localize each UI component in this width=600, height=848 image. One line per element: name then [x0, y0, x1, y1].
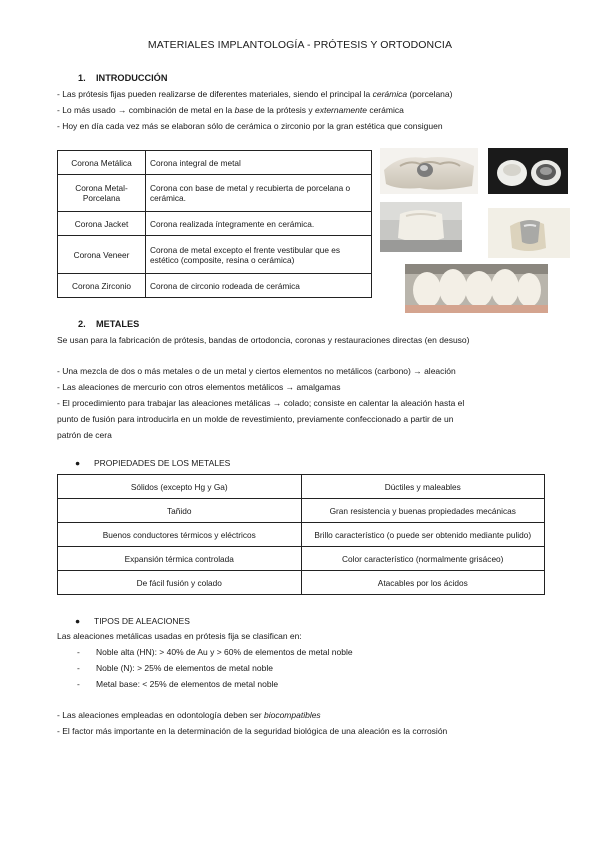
metales-line-1: Se usan para la fabricación de prótesis, bandas de ortodoncia, coronas y restauraciones directas (en desuso) [57, 335, 470, 345]
propiedad-cell: Brillo característico (o puede ser obtenido mediante pulido) [301, 523, 545, 547]
corona-desc: Corona integral de metal [146, 151, 372, 175]
intro-line-1: - Las prótesis fijas pueden realizarse de diferentes materiales, siendo el principal la cerámica (porcelana) [57, 89, 453, 99]
propiedad-cell: Tañido [58, 499, 302, 523]
table-row [58, 499, 545, 523]
list-item: - Noble (N): > 25% de elementos de metal noble [77, 663, 273, 673]
propiedad-cell: De fácil fusión y colado [58, 571, 302, 595]
intro-line-3: - Hoy en día cada vez más se elaboran sólo de cerámica o zirconio por la gran estética que consiguen [57, 121, 443, 131]
table-row [58, 274, 372, 298]
coronas-table [57, 150, 372, 298]
corona-tipo: Corona Jacket [58, 212, 146, 236]
section-heading-introduccion [78, 73, 167, 83]
page-title: MATERIALES IMPLANTOLOGÍA - PRÓTESIS Y ORTODONCIA [147, 39, 453, 51]
propiedad-cell: Gran resistencia y buenas propiedades mecánicas [301, 499, 545, 523]
section-title: METALES [96, 319, 140, 329]
propiedades-table [57, 474, 545, 595]
subsection-heading-propiedades: ● PROPIEDADES DE LOS METALES [75, 458, 231, 468]
photo-crowns-pair [488, 148, 568, 194]
bullet-icon: ● [75, 458, 81, 468]
tipos-note-2: - El factor más importante en la determinación de la seguridad biológica de una aleación es la corrosión [57, 726, 448, 736]
table-row [58, 175, 372, 212]
list-item: - Noble alta (HN): > 40% de Au y > 60% de elementos de metal noble [77, 647, 353, 657]
table-row [58, 212, 372, 236]
propiedad-cell: Buenos conductores térmicos y eléctricos [58, 523, 302, 547]
corona-desc: Corona con base de metal y recubierta de porcelana o cerámica. [146, 175, 372, 212]
photo-veneer-crown [488, 208, 570, 258]
photo-zirconia-bridge [405, 264, 548, 313]
section-heading-metales [78, 319, 139, 329]
photo-metal-crown-model [380, 148, 478, 194]
table-row [58, 523, 545, 547]
corona-desc: Corona de circonio rodeada de cerámica [146, 274, 372, 298]
metales-line-6: patrón de cera [57, 430, 112, 440]
intro-line-2: - Lo más usado → combinación de metal en la base de la prótesis y externamente cerámica [57, 105, 404, 115]
propiedad-cell: Sólidos (excepto Hg y Ga) [58, 475, 302, 499]
corona-tipo: Corona Metal-Porcelana [58, 175, 146, 212]
corona-tipo: Corona Veneer [58, 236, 146, 274]
table-row [58, 151, 372, 175]
metales-line-3: - Las aleaciones de mercurio con otros elementos metálicos → amalgamas [57, 382, 341, 392]
corona-desc: Corona realizada íntegramente en cerámica. [146, 212, 372, 236]
corona-tipo: Corona Zirconio [58, 274, 146, 298]
bullet-icon: ● [75, 616, 81, 626]
tipos-intro: Las aleaciones metálicas usadas en prótesis fija se clasifican en: [57, 631, 302, 641]
table-row [58, 547, 545, 571]
subsection-heading-tipos: ● TIPOS DE ALEACIONES [75, 616, 190, 626]
section-number: 1. [78, 73, 86, 83]
section-number: 2. [78, 319, 86, 329]
section-title: INTRODUCCIÓN [96, 73, 168, 83]
propiedad-cell: Expansión térmica controlada [58, 547, 302, 571]
list-item: - Metal base: < 25% de elementos de metal noble [77, 679, 279, 689]
table-row [58, 571, 545, 595]
photo-jacket-crown [380, 202, 462, 252]
table-row [58, 236, 372, 274]
metales-line-4: - El procedimiento para trabajar las aleaciones metálicas → colado; consiste en calentar la aleación hasta el [57, 398, 465, 408]
corona-tipo: Corona Metálica [58, 151, 146, 175]
propiedad-cell: Atacables por los ácidos [301, 571, 545, 595]
corona-desc: Corona de metal excepto el frente vestibular que es estético (composite, resina o cerámica) [146, 236, 372, 274]
metales-line-2: - Una mezcla de dos o más metales o de un metal y ciertos elementos no metálicos (carbono) → aleación [57, 366, 456, 376]
propiedad-cell: Color característico (normalmente grisáceo) [301, 547, 545, 571]
propiedad-cell: Dúctiles y maleables [301, 475, 545, 499]
table-row [58, 475, 545, 499]
metales-line-5: punto de fusión para introducirla en un molde de revestimiento, previamente confeccionado a partir de un [57, 414, 454, 424]
tipos-note-1: - Las aleaciones empleadas en odontología deben ser biocompatibles [57, 710, 321, 720]
